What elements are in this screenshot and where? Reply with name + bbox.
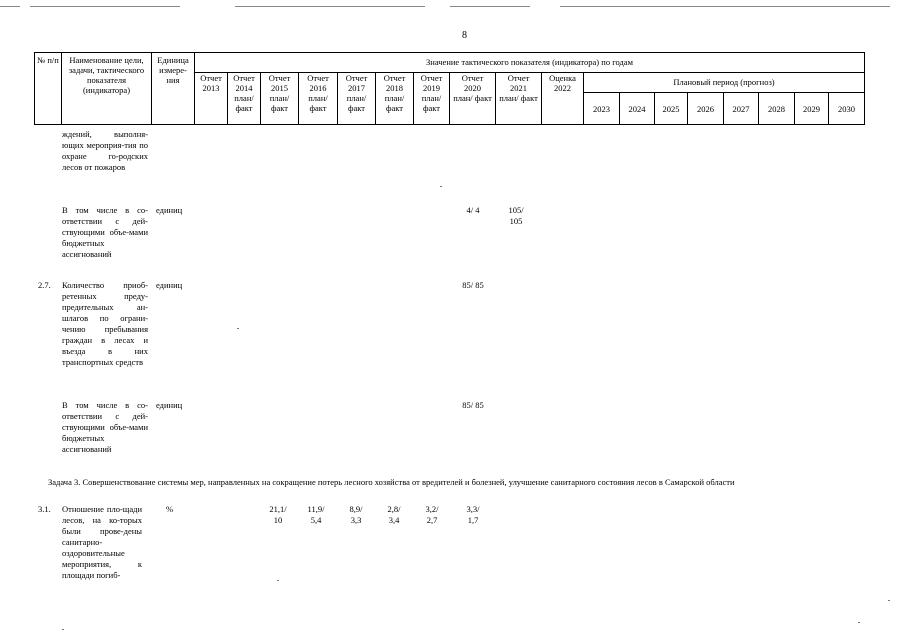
scan-speck [62,629,64,630]
col-number-header: № п/п [35,53,62,125]
scan-speck [440,186,442,187]
scan-speck [277,580,279,581]
row-3-1-number: 3.1. [38,504,51,514]
col-name-header: Наименование цели, задачи, тактического показателя (индикатора) [62,53,152,125]
row-2-7-number: 2.7. [38,280,51,290]
row-2-7-name: Количество приоб-ретенных преду-предительных ан-шлагов по ограни-чению пребывания граждан в лесах и въезда в них транспортных средств [62,280,148,367]
scan-speck [858,622,860,623]
col-report-2013: Отчет 2013 [195,73,228,125]
row-3-1-2018: 2,8/ 3,4 [387,504,401,525]
col-forecast-2026: 2026 [688,93,724,125]
row-2-7-2020: 85/ 85 [462,280,484,290]
page-number: 8 [462,30,467,41]
row-3-1-2019: 3,2/ 2,7 [425,504,439,525]
col-report-2018: Отчет 2018 план/ факт [376,73,414,125]
row-3-1-2017: 8,9/ 3,3 [349,504,363,525]
scan-speck [888,600,890,601]
col-report-2014: Отчет 2014 план/ факт [228,73,261,125]
col-forecast-2028: 2028 [759,93,795,125]
scan-speck [237,328,239,329]
row-2-7-subtotal-2020: 85/ 85 [462,400,484,410]
col-report-2017: Отчет 2017 план/ факт [338,73,376,125]
continued-row-text: ждений, выполня-ющих мероприя-тия по охране го-родских лесов от пожаров [62,129,148,172]
header-table [34,52,865,125]
row-3-1-name: Отношение пло-щади лесов, на ко-торых были прове-дены санитарно-оздоровительные мероприятия, к площади погиб- [62,504,142,580]
row-3-1-2020: 3,3/ 1,7 [466,504,480,525]
col-forecast-2023: 2023 [584,93,620,125]
col-forecast-2030: 2030 [829,93,865,125]
row-2-7-subtotal-unit: единиц [156,400,183,410]
values-group-header: Значение тактического показателя (индикатора) по годам [195,53,865,73]
row-3-1-2016: 11,9/ 5,4 [307,504,325,525]
row-2-7-subtotal-name: В том числе в со-ответствии с дей-ствующими объе-мами бюджетных ассигнований [62,400,148,454]
forecast-header: Плановый период (прогноз) [584,73,865,93]
col-forecast-2027: 2027 [724,93,759,125]
col-report-2016: Отчет 2016 план/ факт [299,73,338,125]
row-3-1-2015: 21,1/ 10 [269,504,287,525]
col-forecast-2024: 2024 [620,93,655,125]
top-scan-line [0,6,905,7]
col-forecast-2025: 2025 [655,93,688,125]
row-subtotal-name: В том числе в со-ответствии с дей-ствующими объе-мами бюджетных ассигнований [62,205,148,259]
col-report-2019: Отчет 2019 план/ факт [414,73,450,125]
col-forecast-2029: 2029 [795,93,829,125]
col-unit-header: Единица измере-ния [152,53,195,125]
col-report-2015: Отчет 2015 план/ факт [261,73,299,125]
task-3-heading: Задача 3. Совершенствование системы мер, направленных на сокращение потерь лесного хозяйства от вредителей и болезней, улучшение санитарного состояния лесов в Самарской области [48,477,735,487]
col-report-2020: Отчет 2020 план/ факт [450,73,496,125]
row-3-1-unit: % [166,504,174,514]
row-subtotal-2020: 4/ 4 [466,205,480,215]
row-2-7-unit: единиц [156,280,183,290]
col-report-2021: Отчет 2021 план/ факт [496,73,542,125]
col-estimate-2022: Оценка 2022 [542,73,584,125]
row-subtotal-2021: 105/ 105 [508,205,524,226]
row-subtotal-unit: единиц [156,205,183,215]
